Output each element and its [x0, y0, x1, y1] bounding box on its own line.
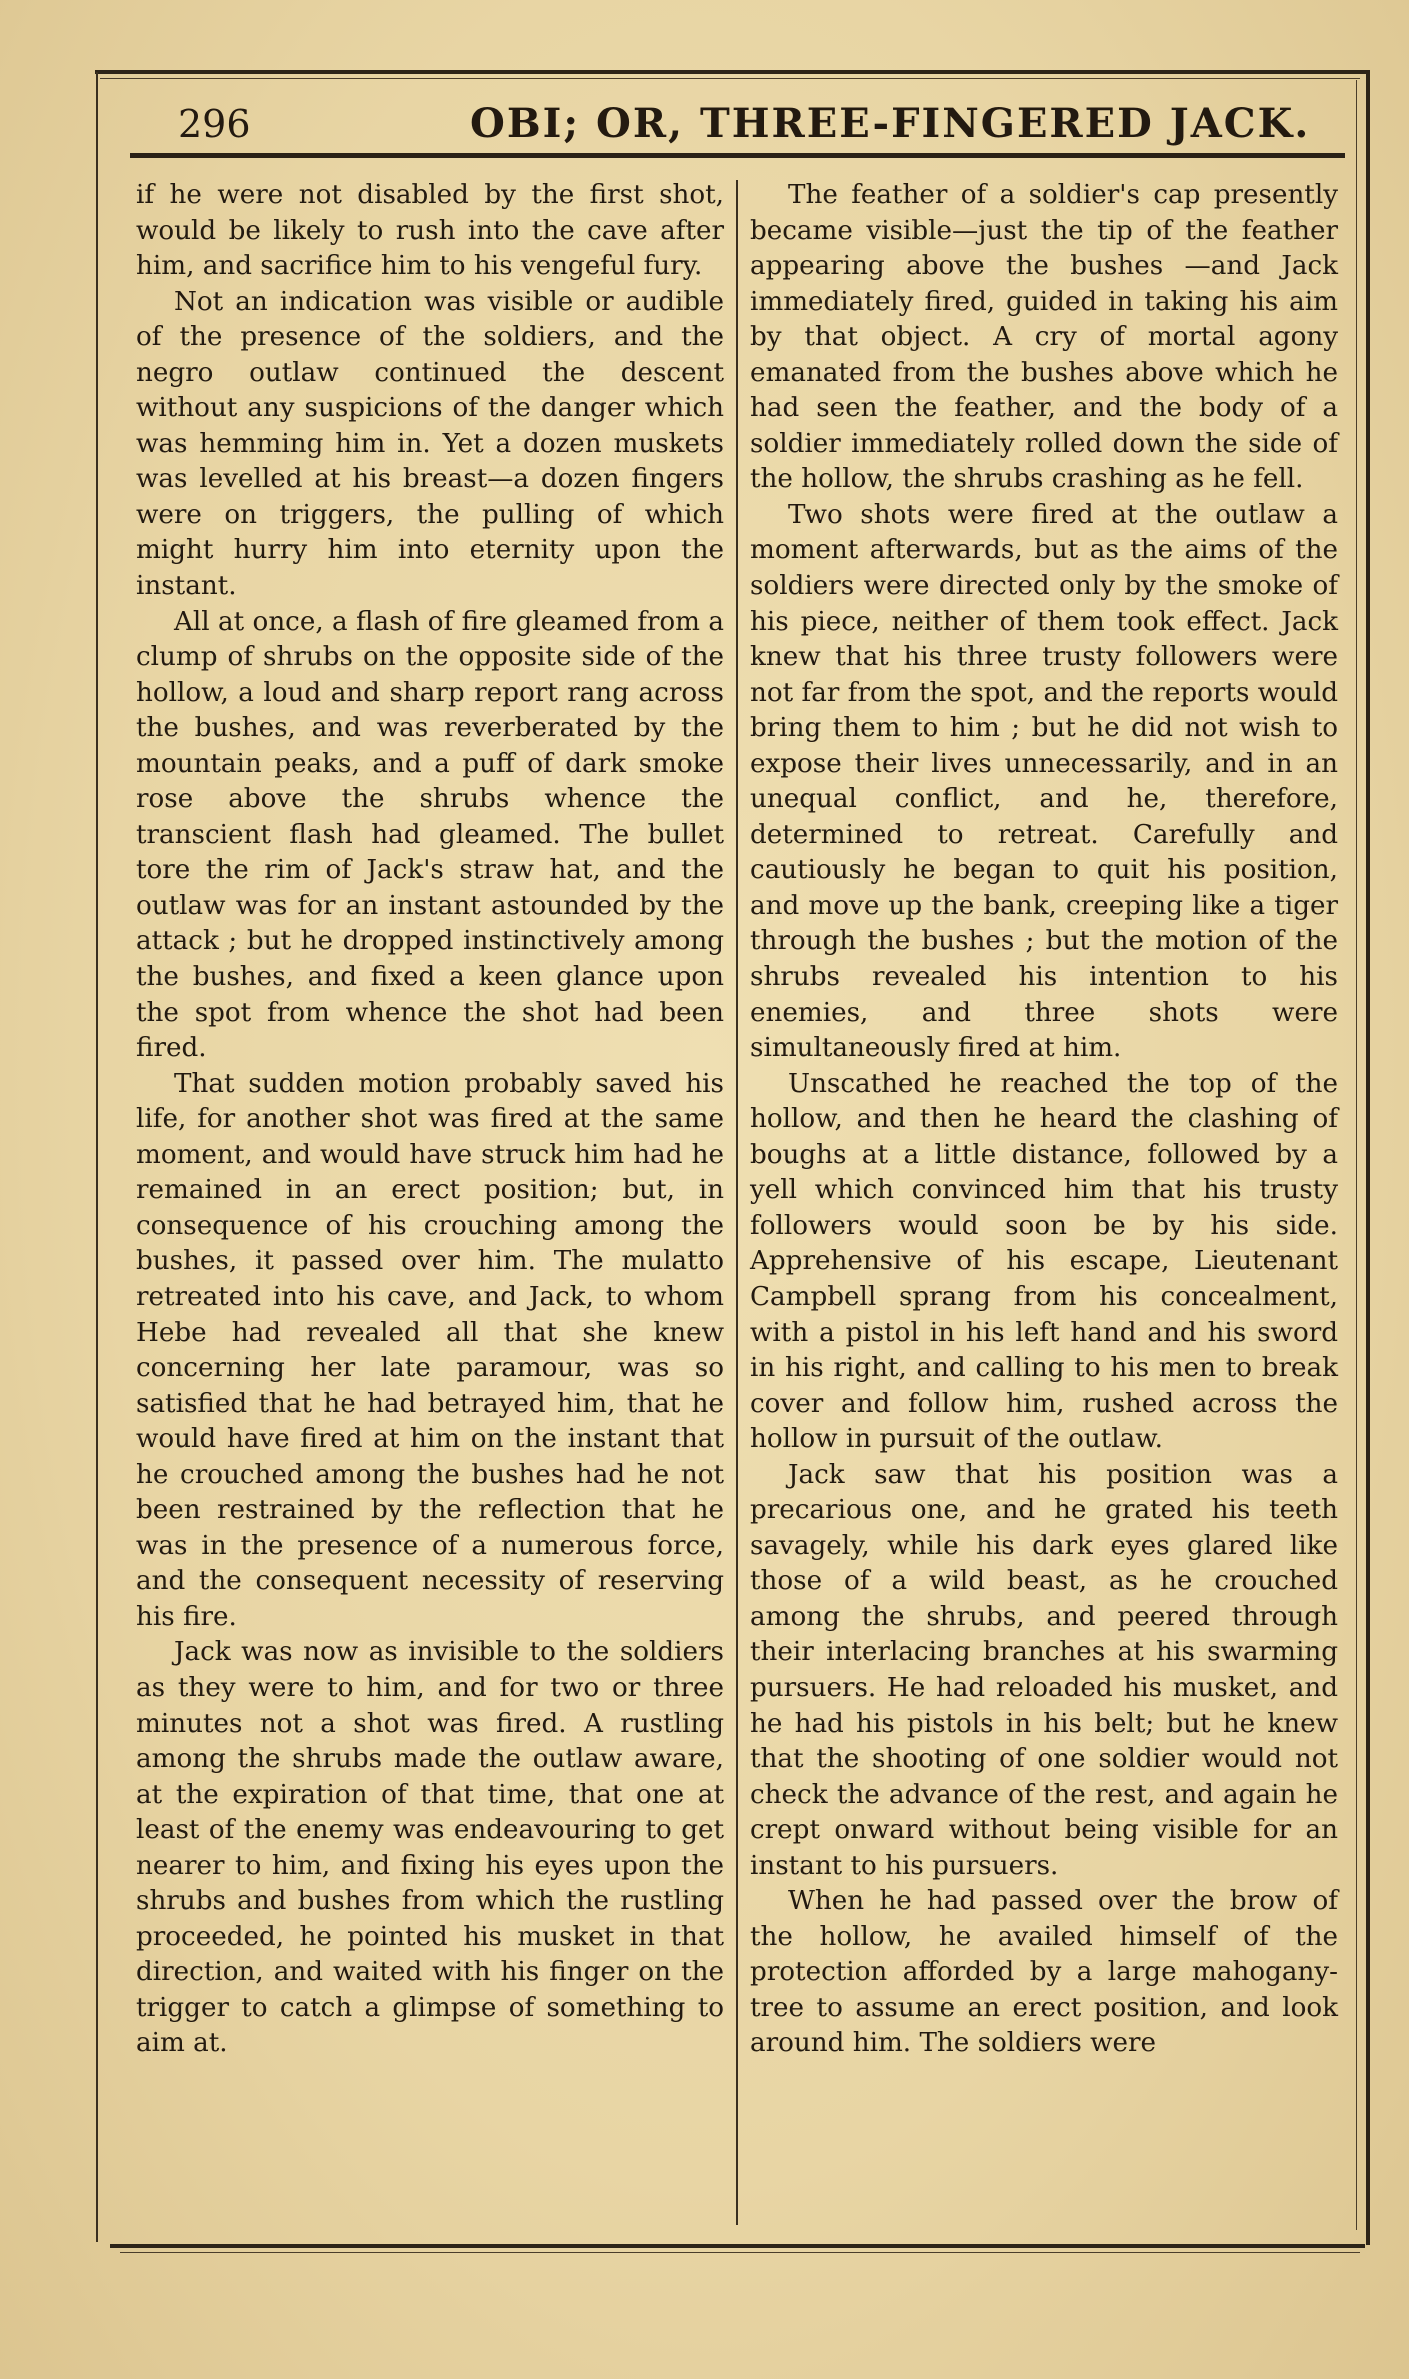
column-divider — [736, 180, 738, 2225]
paragraph: That sudden motion probably saved his life, for another shot was fired at the same moment, and would have struck him had he remained in an erect position; but, in consequence of his crouching among the bushes, it passed over him. The mulatto retreated into his cave, and Jack, to whom Hebe had revealed all that she knew concerning her late paramour, was so satisfied that he had betrayed him, that he would have fired at him on the instant that he crouched among the bushes had he not been restrained by the reflection that he was in the presence of a numerous force, and the consequent necessity of reserving his fire. — [136, 1068, 724, 1632]
paragraph: The feather of a soldier's cap presently became visible—just the tip of the feather appearing above the bushes —and Jack immediately fired, guided in taking his aim by that object. A cry of mortal agony emanated from the bushes above which he had seen the feather, and the body of a soldier immediately rolled down the side of the hollow, the shrubs crashing as he fell. — [750, 180, 1338, 495]
header-rule — [130, 153, 1345, 158]
paragraph: Jack was now as invisible to the soldiers as they were to him, and for two or three minutes not a shot was fired. A rustling among the shrubs made the outlaw aware, at the expiration of that time, that one at least of the enemy was endeavouring to get nearer to him, and fixing his eyes upon the shrubs and bushes from which the rustling proceeded, he pointed his musket in that direction, and waited with his finger on the trigger to catch a glimpse of something to aim at. — [136, 1637, 724, 2059]
paragraph: Two shots were fired at the outlaw a moment afterwards, but as the aims of the soldiers were directed only by the smoke of his piece, neither of them took effect. Jack knew that his three trusty followers were not far from the spot, and the reports would bring them to him ; but he did not wish to expose their lives unnecessarily, and in an unequal conflict, and he, therefore, determined to retreat. Carefully and cautiously he began to quit his position, and move up the bank, creeping like a tiger through the bushes ; but the motion of the shrubs revealed his intention to his enemies, and three shots were simultaneously fired at him. — [750, 499, 1338, 1064]
paragraph: All at once, a flash of fire gleamed from a clump of shrubs on the opposite side of the hollow, a loud and sharp report rang across the bushes, and was reverberated by the mountain peaks, and a puff of dark smoke rose above the shrubs whence the transcient flash had gleamed. The bullet tore the rim of Jack's straw hat, and the outlaw was for an instant astounded by the attack ; but he dropped instinctively among the bushes, and fixed a keen glance upon the spot from whence the shot had been fired. — [136, 606, 724, 1064]
left-text-column — [136, 178, 724, 2062]
right-text-column — [750, 178, 1338, 2062]
paragraph: Not an indication was visible or audible of the presence of the soldiers, and the negro outlaw continued the descent without any suspicions of the danger which was hemming him in. Yet a dozen muskets was levelled at his breast—a dozen fingers were on triggers, the pulling of which might hurry him into eternity upon the instant. — [136, 286, 724, 602]
page-header — [130, 92, 1350, 152]
top-border-rule — [95, 70, 1367, 74]
paragraph: Unscathed he reached the top of the hollow, and then he heard the clashing of boughs at a little distance, followed by a yell which convinced him that his trusty followers would soon be by his side. Apprehensive of his escape, Lieutenant Campbell sprang from his concealment, with a pistol in his left hand and his sword in his right, and calling to his men to break cover and follow him, rushed across the hollow in pursuit of the outlaw. — [750, 1068, 1338, 1455]
right-border-inner-rule — [1356, 80, 1357, 2230]
paragraph: Jack saw that his position was a precarious one, and he grated his teeth savagely, while his dark eyes glared like those of a wild beast, as he crouched among the shrubs, and peered through their interlacing branches at his swarming pursuers. He had reloaded his musket, and he had his pistols in his belt; but he knew that the shooting of one soldier would not check the advance of the rest, and again he crept onward without being visible for an instant to his pursuers. — [750, 1459, 1338, 1881]
top-border-inner-rule — [100, 78, 1360, 79]
paragraph: if he were not disabled by the first shot, would be likely to rush into the cave after him, and sacrifice him to his vengeful fury. — [136, 180, 724, 282]
bottom-border-rule — [110, 2244, 1365, 2248]
running-title: OBI; OR, THREE-FINGERED JACK. — [470, 100, 1311, 147]
page-number: 296 — [178, 102, 251, 146]
left-border-rule — [96, 72, 98, 2242]
bottom-border-inner-rule — [120, 2252, 1360, 2253]
right-border-rule — [1366, 70, 1370, 2245]
paragraph: When he had passed over the brow of the hollow, he availed himself of the protection afforded by a large mahogany-tree to assume an erect position, and look around him. The soldiers were — [750, 1886, 1338, 2059]
